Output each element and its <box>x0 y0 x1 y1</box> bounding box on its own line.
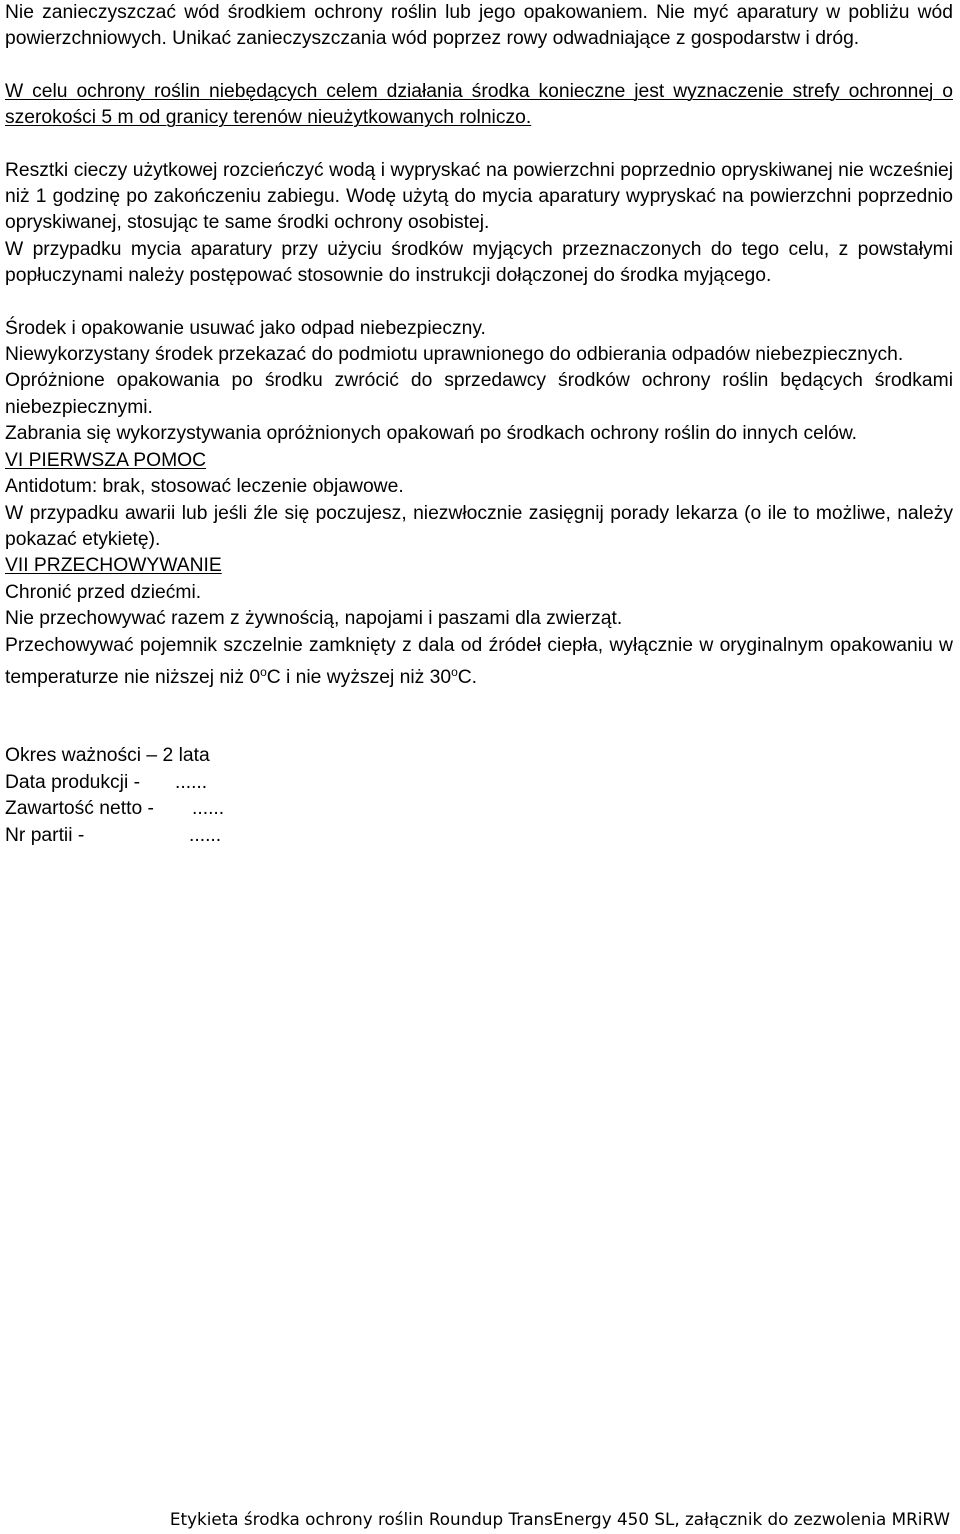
production-date-label: Data produkcji - <box>5 771 141 793</box>
cleaning-paragraph: W przypadku mycia aparatury przy użyciu środków myjących przeznaczonych do tego celu, z powstałymi popłuczynami należy postępować stosownie do instrukcji dołączonej do środka myjącego. <box>5 238 953 287</box>
disposal-line-1: Środek i opakowanie usuwać jako odpad niebezpieczny. <box>5 317 486 339</box>
batch-row <box>5 823 953 849</box>
first-aid-line-1: Antidotum: brak, stosować leczenie objawowe. <box>5 476 404 498</box>
net-content-value: ...... <box>192 798 225 820</box>
net-content-label: Zawartość netto - <box>5 798 154 820</box>
disposal-line-3: Opróżnione opakowania po środku zwrócić do sprzedawcy środków ochrony roślin będących środkami niebezpiecznymi. <box>5 370 953 418</box>
first-aid-heading-text: VI PIERWSZA POMOC <box>5 449 207 471</box>
label-document <box>5 0 953 849</box>
net-content-row <box>5 796 953 822</box>
production-date-value: ...... <box>175 771 208 793</box>
storage-heading-text: VII PRZECHOWYWANIE <box>5 555 222 577</box>
shelf-life-text: Okres ważności – 2 lata <box>5 745 210 767</box>
first-aid-line-2: W przypadku awarii lub jeśli źle się poczujesz, niezwłocznie zasięgnij porady lekarza (o ile to możliwe, należy pokazać etykietę). <box>5 502 953 550</box>
first-aid-heading <box>5 448 953 474</box>
disposal-line-4: Zabrania się wykorzystywania opróżnionych opakowań po środkach ochrony roślin do innych celów. <box>5 423 858 445</box>
storage-line-1: Chronić przed dziećmi. <box>5 581 202 603</box>
page-footer: Etykieta środka ochrony roślin Roundup TransEnergy 450 SL, załącznik do zezwolenia MRiRW <box>169 1509 950 1529</box>
storage-line-2: Nie przechowywać razem z żywnością, napojami i paszami dla zwierząt. <box>5 608 623 630</box>
buffer-zone-paragraph: W celu ochrony roślin niebędących celem działania środka konieczne jest wyznaczenie strefy ochronnej o szerokości 5 m od granicy terenów nieużytkowanych rolniczo. <box>5 80 953 129</box>
residue-paragraph: Resztki cieczy użytkowej rozcieńczyć wodą i wypryskać na powierzchni poprzednio opryskiwanej nie wcześniej niż 1 godzinę po zakończeniu zabiegu. Wodę użytą do mycia aparatury wypryskać na powierzchni poprzednio opryskiwanej, stosując te same środki ochrony osobistej. <box>5 159 953 234</box>
batch-label: Nr partii - <box>5 824 85 846</box>
production-date-row <box>5 770 953 796</box>
water-protection-paragraph: Nie zanieczyszczać wód środkiem ochrony roślin lub jego opakowaniem. Nie myć aparatury w pobliżu wód powierzchniowych. Unikać zanieczyszczania wód poprzez rowy odwadniające z gospodarstw i dróg. <box>5 2 953 50</box>
storage-text-a: Przechowywać pojemnik szczelnie zamknięty z dala od źródeł ciepła, wyłącznie w oryginalnym opakowaniu w temperaturze nie niższej niż 0 <box>5 634 953 688</box>
batch-value: ...... <box>189 824 222 846</box>
degree-sign-1: o <box>260 664 267 679</box>
disposal-line-2: Niewykorzystany środek przekazać do podmiotu uprawnionego do odbierania odpadów niebezpiecznych. <box>5 344 904 366</box>
storage-text-b: C i nie wyższej niż 30 <box>266 666 452 688</box>
storage-text-c: C. <box>457 666 478 688</box>
storage-heading <box>5 553 953 579</box>
shelf-life-row <box>5 743 953 769</box>
degree-sign-2: o <box>451 664 458 679</box>
storage-line-3 <box>5 633 953 692</box>
